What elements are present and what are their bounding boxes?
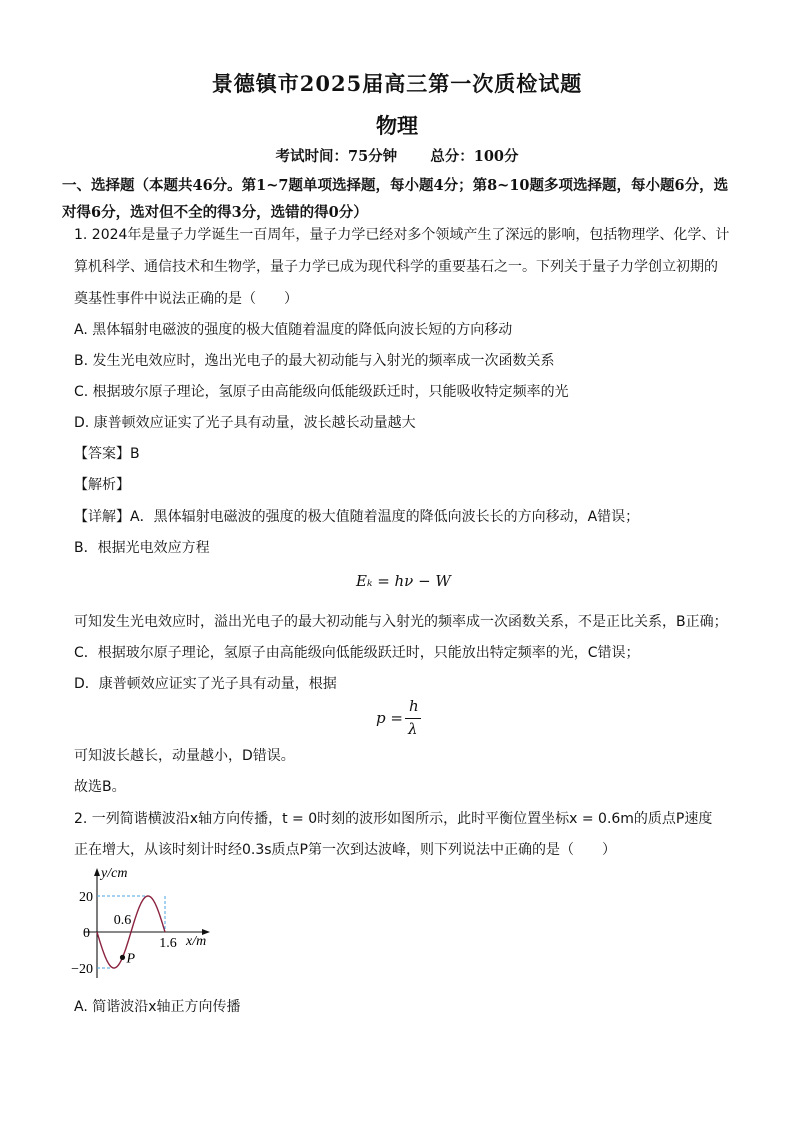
q1-stem-line2: 算机科学、通信技术和生物学，量子力学已成为现代科学的重要基石之一。下列关于量子力学创立初期的 [74,259,718,275]
q1-analysis-tag: 【解析】 [74,477,130,493]
q1-detail-7: 故选B。 [74,779,126,795]
q1-detail-4: C．根据玻尔原子理论，氢原子由高能级向低能级跃迁时，只能放出特定频率的光，C错误； [74,645,640,661]
y-tick-neg20: −20 [71,962,93,977]
exam-info [0,145,794,166]
x-tick-1.6: 1.6 [159,936,177,951]
answer-value: B [130,446,140,462]
section-heading: 一、选择题（本题共46分。第1~7题单项选择题，每小题4分；第8~10题多项选择题，每小题6分，选对得6分，选对但不全的得3分，选错的得0分） [62,177,729,221]
q1-stem-line1: 1. 2024年是量子力学诞生一百周年，量子力学已经对多个领域产生了深远的影响，包括物理学、化学、计 [74,227,730,243]
y-axis-arrow [94,868,100,876]
answer-tag: 【答案】 [74,446,130,462]
q1-stem-line3: 奠基性事件中说法正确的是（ ） [74,291,298,307]
q1-option-a: A. 黑体辐射电磁波的强度的极大值随着温度的降低向波长短的方向移动 [74,322,513,338]
subject-title: 物理 [376,113,418,138]
wave-graph [70,865,220,985]
x-axis-label: x/m [186,934,207,949]
q1-option-b: B. 发生光电效应时，逸出光电子的最大初动能与入射光的频率成一次函数关系 [74,353,555,369]
equation-photoelectric: Eₖ = hν − W [356,572,451,590]
equation-momentum [376,699,436,739]
q1-answer [74,443,140,463]
y-tick-0: 0 [83,926,90,941]
total-score: 总分：100分 [430,148,519,165]
q1-option-c: C. 根据玻尔原子理论，氢原子由高能级向低能级跃迁时，只能吸收特定频率的光 [74,384,569,400]
x-tick-0.6: 0.6 [113,913,132,928]
axes [84,868,210,978]
exam-title: 景德镇市2025届高三第一次质检试题 [211,71,583,96]
fraction-bar [405,718,421,719]
q1-detail-3: 可知发生光电效应时，溢出光电子的最大初动能与入射光的频率成一次函数关系，不是正比关系，B正确； [74,614,728,630]
eq2-denominator: λ [408,720,418,738]
eq2-lhs: p = [376,709,403,727]
point-p-label: P [126,951,136,967]
q1-detail-2: B．根据光电效应方程 [74,540,210,556]
q1-detail-5: D．康普顿效应证实了光子具有动量，根据 [74,676,337,692]
q2-stem-line2: 正在增大，从该时刻计时经0.3s质点P第一次到达波峰，则下列说法中正确的是（ ） [74,842,616,858]
q2-option-a: A. 简谐波沿x轴正方向传播 [74,999,241,1015]
q1-detail-1: 【详解】A．黑体辐射电磁波的强度的极大值随着温度的降低向波长长的方向移动，A错误； [74,509,640,525]
eq2-numerator: h [409,697,419,715]
y-axis-label: y/cm [101,866,128,881]
q1-detail-6: 可知波长越长，动量越小，D错误。 [74,748,295,764]
y-tick-20: 20 [79,890,93,905]
exam-time: 考试时间：75分钟 [275,148,398,165]
q2-stem-line1: 2. 一列简谐横波沿x轴方向传播，t = 0时刻的波形如图所示，此时平衡位置坐标x = 0.6m的质点P速度 [74,811,713,827]
q1-option-d: D. 康普顿效应证实了光子具有动量，波长越长动量越大 [74,415,416,431]
point-p-marker [120,955,125,960]
